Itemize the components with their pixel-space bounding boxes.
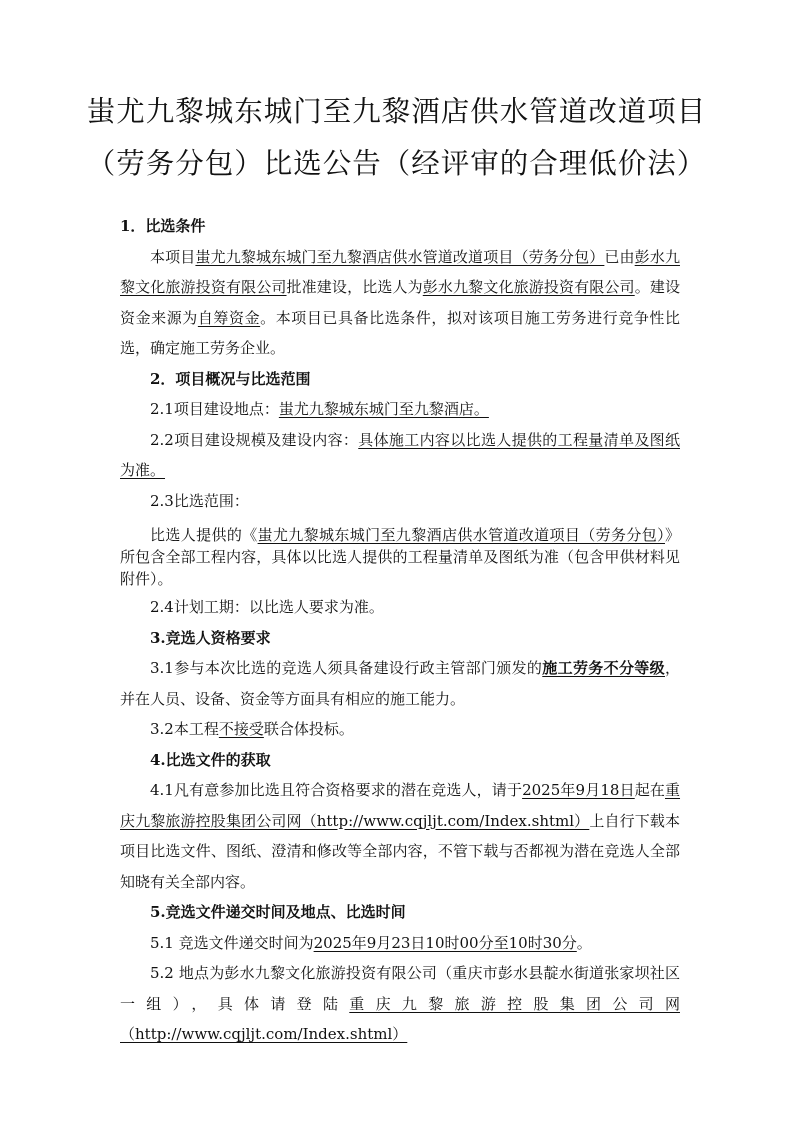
section-3-1 (120, 653, 680, 714)
joint-bid-flag: 不接受 (218, 720, 264, 738)
project-name: 蚩尤九黎城东城门至九黎酒店供水管道改道项目（劳务分包） (195, 247, 605, 266)
text: 5.2 地点为彭水九黎文化旅游投资有限公司（重庆市彭水县靛水街道张家坝社区一组），具体请登陆 (120, 964, 680, 1013)
text: 上自行下载本项目比选文件、图纸、澄清和修改等全部内容，不管下载与否都视为潜在竞选人全部知晓有关全部内容。 (120, 811, 680, 891)
construction-scope: 具体施工内容以比选人提供的工程量清单及图纸为准。 (120, 430, 680, 479)
section-2-3-body (120, 524, 680, 590)
section-2-1 (120, 394, 680, 425)
text: 批准建设，比选人为 (286, 278, 423, 296)
website-link[interactable]: 重庆九黎旅游控股集团公司网（http://www.cqjljt.com/Index.shtml） (120, 994, 680, 1043)
section-2-3-label: 2.3比选范围： (150, 491, 249, 510)
document-body (120, 211, 680, 1050)
section-3-2 (120, 714, 680, 745)
section-5-1 (120, 928, 680, 959)
text: 。本项目已具备比选条件，拟对该项目施工劳务进行竞争性比选，确定施工劳务企业。 (120, 308, 680, 357)
section-4-1 (120, 775, 680, 897)
text: 比选人提供的《 (150, 526, 258, 544)
text: 已由 (604, 247, 635, 266)
construction-site: 蚩尤九黎城东城门至九黎酒店。 (278, 400, 489, 418)
text: 。建设资金来源为 (120, 278, 680, 327)
text: 3.2本工程 (150, 720, 219, 738)
section-2-heading: 2．项目概况与比选范围 (150, 369, 311, 388)
section-1-paragraph (120, 242, 680, 364)
qualification: 施工劳务不分等级 (542, 659, 665, 677)
download-site-link[interactable]: 重庆九黎旅游控股集团公司网（http://www.cqjljt.com/Index.shtml） (120, 781, 681, 830)
section-5-heading: 5.竞选文件递交时间及地点、比选时间 (150, 903, 406, 921)
funding-source: 自筹资金 (197, 308, 261, 327)
start-date: 2025年9月18日 (522, 781, 635, 799)
document-title: 蚩尤九黎城东城门至九黎酒店供水管道改道项目（劳务分包）比选公告（经评审的合理低价法） (86, 95, 707, 180)
text: 3.1参与本次比选的竞选人须具备建设行政主管部门颁发的 (150, 659, 543, 677)
label: 2.2项目建设规模及建设内容： (150, 430, 359, 449)
text: 本项目 (150, 247, 196, 266)
approver-name: 彭水九黎文化旅游投资有限公司 (120, 247, 680, 296)
text: 。 (576, 933, 592, 952)
section-3-heading: 3.竞选人资格要求 (150, 628, 271, 647)
text: ，并在人员、设备、资金等方面具有相应的施工能力。 (120, 659, 680, 708)
text: 起在 (634, 781, 665, 799)
section-5-2 (120, 958, 680, 1050)
section-2-4: 2.4计划工期：以比选人要求为准。 (150, 598, 384, 616)
text: 联合体投标。 (263, 720, 354, 738)
section-2-2 (120, 425, 680, 486)
text: 5.1 竞选文件递交时间为 (150, 933, 314, 952)
text: 4.1凡有意参加比选且符合资格要求的潜在竞选人，请于 (150, 781, 523, 799)
project-name: 蚩尤九黎城东城门至九黎酒店供水管道改道项目（劳务分包） (257, 526, 665, 544)
section-1-heading: 1．比选条件 (120, 217, 206, 235)
section-4-heading: 4.比选文件的获取 (150, 750, 271, 769)
tenderer-name: 彭水九黎文化旅游投资有限公司 (422, 278, 635, 296)
submission-time: 2025年9月23日10时00分至10时30分 (313, 933, 577, 952)
text: 》所包含全部工程内容，具体以比选人提供的工程量清单及图纸为准（包含甲供材料见附件）。 (120, 526, 680, 588)
label: 2.1项目建设地点： (150, 400, 279, 418)
